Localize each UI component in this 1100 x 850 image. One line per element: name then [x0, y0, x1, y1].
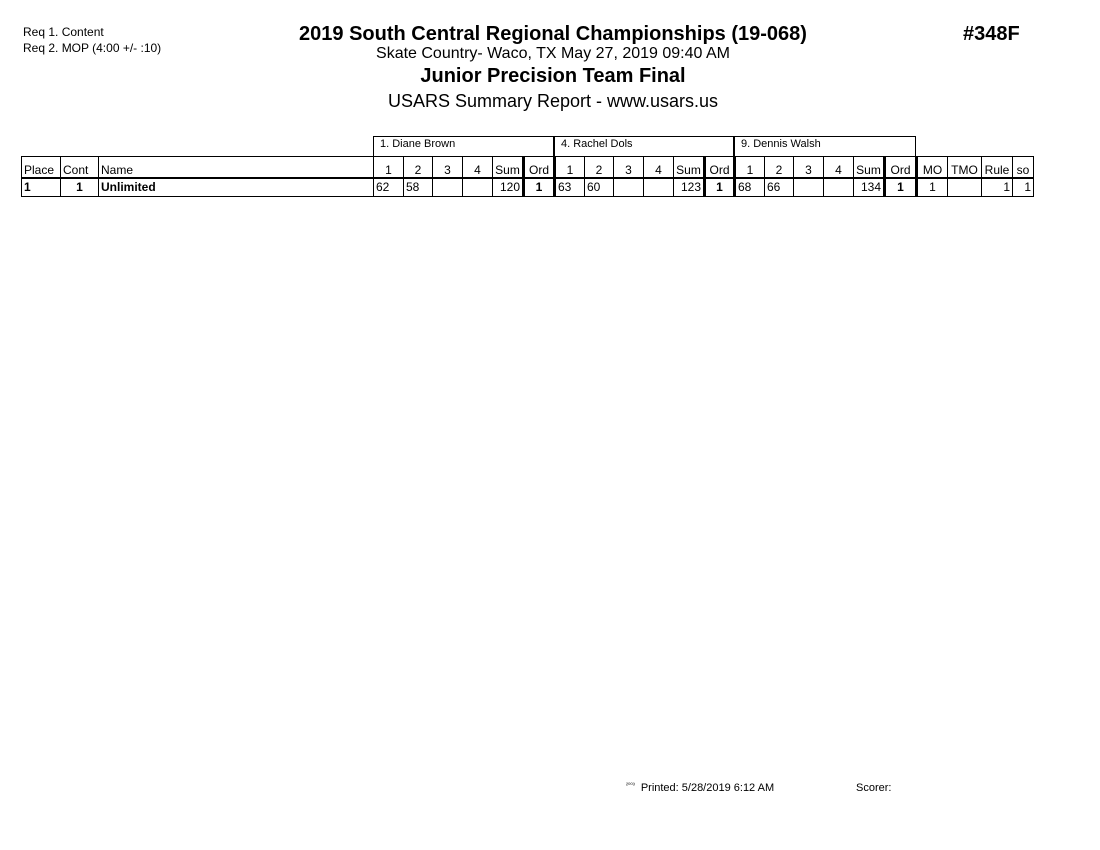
col-tmo: TMO	[948, 157, 982, 178]
cell-j3-sum: 134	[854, 178, 885, 197]
col-j3-ord: Ord	[885, 157, 917, 178]
cell-j2-s1: 63	[555, 178, 585, 197]
col-j3-2: 2	[765, 157, 794, 178]
cell-j1-s3	[433, 178, 463, 197]
col-cont: Cont	[61, 157, 99, 178]
judge-3-header: 9. Dennis Walsh	[734, 136, 916, 156]
results-table	[21, 156, 1034, 197]
col-j2-1: 1	[555, 157, 585, 178]
competition-title: 2019 South Central Regional Championships (19-068)	[299, 23, 807, 45]
col-j1-sum: Sum	[493, 157, 524, 178]
col-j2-sum: Sum	[674, 157, 705, 178]
judge-1-header: 1. Diane Brown	[373, 136, 554, 156]
judge-2-header: 4. Rachel Dols	[554, 136, 734, 156]
cell-j2-s2: 60	[585, 178, 614, 197]
col-place: Place	[22, 157, 61, 178]
cell-j3-s2: 66	[765, 178, 794, 197]
cell-j2-s3	[614, 178, 644, 197]
cell-tmo	[948, 178, 982, 197]
col-j2-2: 2	[585, 157, 614, 178]
col-j3-1: 1	[735, 157, 765, 178]
printed-timestamp: Printed: 5/28/2019 6:12 AM	[640, 782, 775, 794]
col-j1-2: 2	[404, 157, 433, 178]
footer-code: ²⁰⁰³	[626, 783, 635, 789]
cell-mo: 1	[917, 178, 948, 197]
cell-j1-sum: 120	[493, 178, 524, 197]
scorer-label: Scorer:	[856, 782, 892, 794]
report-title: USARS Summary Report - www.usars.us	[387, 91, 719, 111]
col-j3-4: 4	[824, 157, 854, 178]
col-j1-4: 4	[463, 157, 493, 178]
cell-j3-ord: 1	[885, 178, 917, 197]
requirement-1: Req 1. Content	[23, 25, 104, 39]
col-rule: Rule	[982, 157, 1013, 178]
requirement-2: Req 2. MOP (4:00 +/- :10)	[23, 41, 162, 55]
col-j2-ord: Ord	[705, 157, 735, 178]
table-row	[22, 178, 1034, 197]
col-j2-4: 4	[644, 157, 674, 178]
cell-j3-s4	[824, 178, 854, 197]
col-j2-3: 3	[614, 157, 644, 178]
cell-j1-s2: 58	[404, 178, 433, 197]
cell-rule: 1	[982, 178, 1013, 197]
cell-j2-sum: 123	[674, 178, 705, 197]
col-so: so	[1013, 157, 1034, 178]
col-name: Name	[99, 157, 374, 178]
cell-place: 1	[22, 178, 61, 197]
event-title: Junior Precision Team Final	[420, 65, 686, 87]
cell-j1-ord: 1	[524, 178, 555, 197]
col-mo: MO	[917, 157, 948, 178]
cell-j1-s4	[463, 178, 493, 197]
location-date: Skate Country- Waco, TX May 27, 2019 09:40 AM	[376, 45, 730, 62]
col-j3-sum: Sum	[854, 157, 885, 178]
cell-name: Unlimited	[99, 178, 374, 197]
cell-j3-s3	[794, 178, 824, 197]
printed-footer	[626, 782, 774, 794]
cell-cont: 1	[61, 178, 99, 197]
table-header-row	[22, 157, 1034, 178]
col-j1-3: 3	[433, 157, 463, 178]
event-number: #348F	[963, 23, 1020, 45]
cell-j1-s1: 62	[374, 178, 404, 197]
cell-so: 1	[1013, 178, 1034, 197]
col-j1-1: 1	[374, 157, 404, 178]
cell-j2-s4	[644, 178, 674, 197]
cell-j2-ord: 1	[705, 178, 735, 197]
cell-j3-s1: 68	[735, 178, 765, 197]
col-j1-ord: Ord	[524, 157, 555, 178]
col-j3-3: 3	[794, 157, 824, 178]
